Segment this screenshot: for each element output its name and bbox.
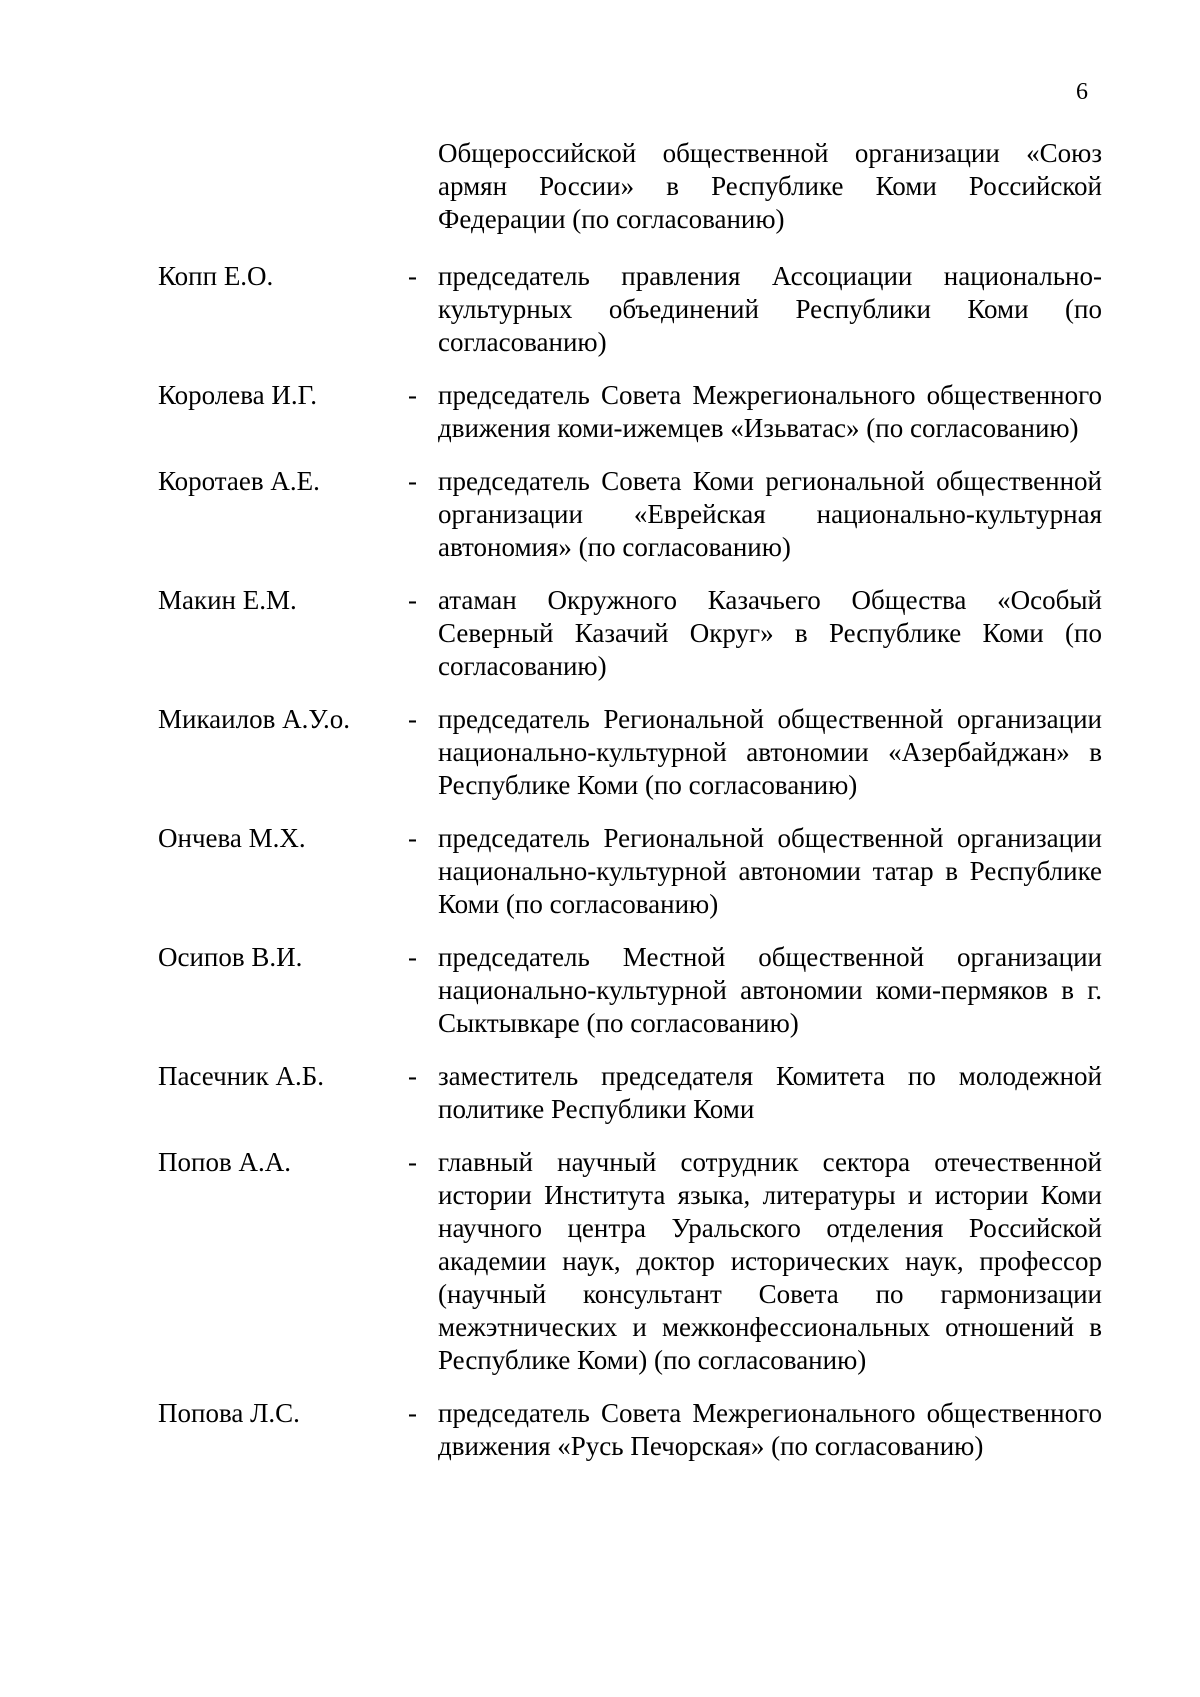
entry-dash: - bbox=[408, 704, 417, 734]
entry-dash: - bbox=[408, 585, 417, 615]
member-entry bbox=[158, 260, 1102, 359]
member-name: Пасечник А.Б. bbox=[158, 1061, 324, 1091]
entry-dash: - bbox=[408, 466, 417, 496]
member-entry bbox=[158, 1060, 1102, 1126]
member-description: председатель Совета Коми региональной общественной организации «Еврейская национально-культурная автономия» (по согласованию) bbox=[438, 466, 1102, 562]
member-description: председатель Местной общественной организации национально-культурной автономии коми-пермяков в г. Сыктывкаре (по согласованию) bbox=[438, 942, 1102, 1038]
page-number: 6 bbox=[1076, 79, 1088, 105]
member-entry bbox=[158, 1397, 1102, 1463]
member-name: Осипов В.И. bbox=[158, 942, 303, 972]
member-description: председатель правления Ассоциации национально-культурных объединений Республики Коми (по согласованию) bbox=[438, 261, 1102, 357]
member-name: Микаилов А.У.о. bbox=[158, 704, 351, 734]
member-description: председатель Совета Межрегионального общественного движения коми-ижемцев «Изьватас» (по согласованию) bbox=[438, 380, 1102, 443]
member-name: Копп Е.О. bbox=[158, 261, 274, 291]
member-description: председатель Региональной общественной организации национально-культурной автономии «Азербайджан» в Республике Коми (по согласованию) bbox=[438, 704, 1102, 800]
member-description: председатель Совета Межрегионального общественного движения «Русь Печорская» (по согласованию) bbox=[438, 1398, 1102, 1461]
entry-dash: - bbox=[408, 1147, 417, 1177]
member-entry bbox=[158, 584, 1102, 683]
member-list bbox=[158, 260, 1102, 1483]
member-entry bbox=[158, 822, 1102, 921]
member-entry bbox=[158, 465, 1102, 564]
member-description: заместитель председателя Комитета по молодежной политике Республики Коми bbox=[438, 1061, 1102, 1124]
member-name: Макин Е.М. bbox=[158, 585, 297, 615]
member-description: главный научный сотрудник сектора отечественной истории Института языка, литературы и истории Коми научного центра Уральского отделения Российской академии наук, доктор исторических наук, профессор (научный консультант Совета по гармонизации межэтнических и межконфессиональных отношений в Республике Коми) (по согласованию) bbox=[438, 1147, 1102, 1375]
member-name: Попов А.А. bbox=[158, 1147, 291, 1177]
member-entry bbox=[158, 703, 1102, 802]
entry-dash: - bbox=[408, 1398, 417, 1428]
entry-dash: - bbox=[408, 942, 417, 972]
entry-dash: - bbox=[408, 823, 417, 853]
intro-continuation-text: Общероссийской общественной организации «Союз армян России» в Республике Коми Российской Федерации (по согласованию) bbox=[438, 138, 1102, 234]
entry-dash: - bbox=[408, 380, 417, 410]
member-name: Ончева М.Х. bbox=[158, 823, 306, 853]
member-entry bbox=[158, 941, 1102, 1040]
member-description: председатель Региональной общественной организации национально-культурной автономии татар в Республике Коми (по согласованию) bbox=[438, 823, 1102, 919]
member-entry bbox=[158, 379, 1102, 445]
member-name: Попова Л.С. bbox=[158, 1398, 300, 1428]
member-name: Коротаев А.Е. bbox=[158, 466, 320, 496]
member-name: Королева И.Г. bbox=[158, 380, 317, 410]
member-description: атаман Окружного Казачьего Общества «Особый Северный Казачий Округ» в Республике Коми (по согласованию) bbox=[438, 585, 1102, 681]
member-entry bbox=[158, 1146, 1102, 1377]
entry-dash: - bbox=[408, 1061, 417, 1091]
entry-dash: - bbox=[408, 261, 417, 291]
